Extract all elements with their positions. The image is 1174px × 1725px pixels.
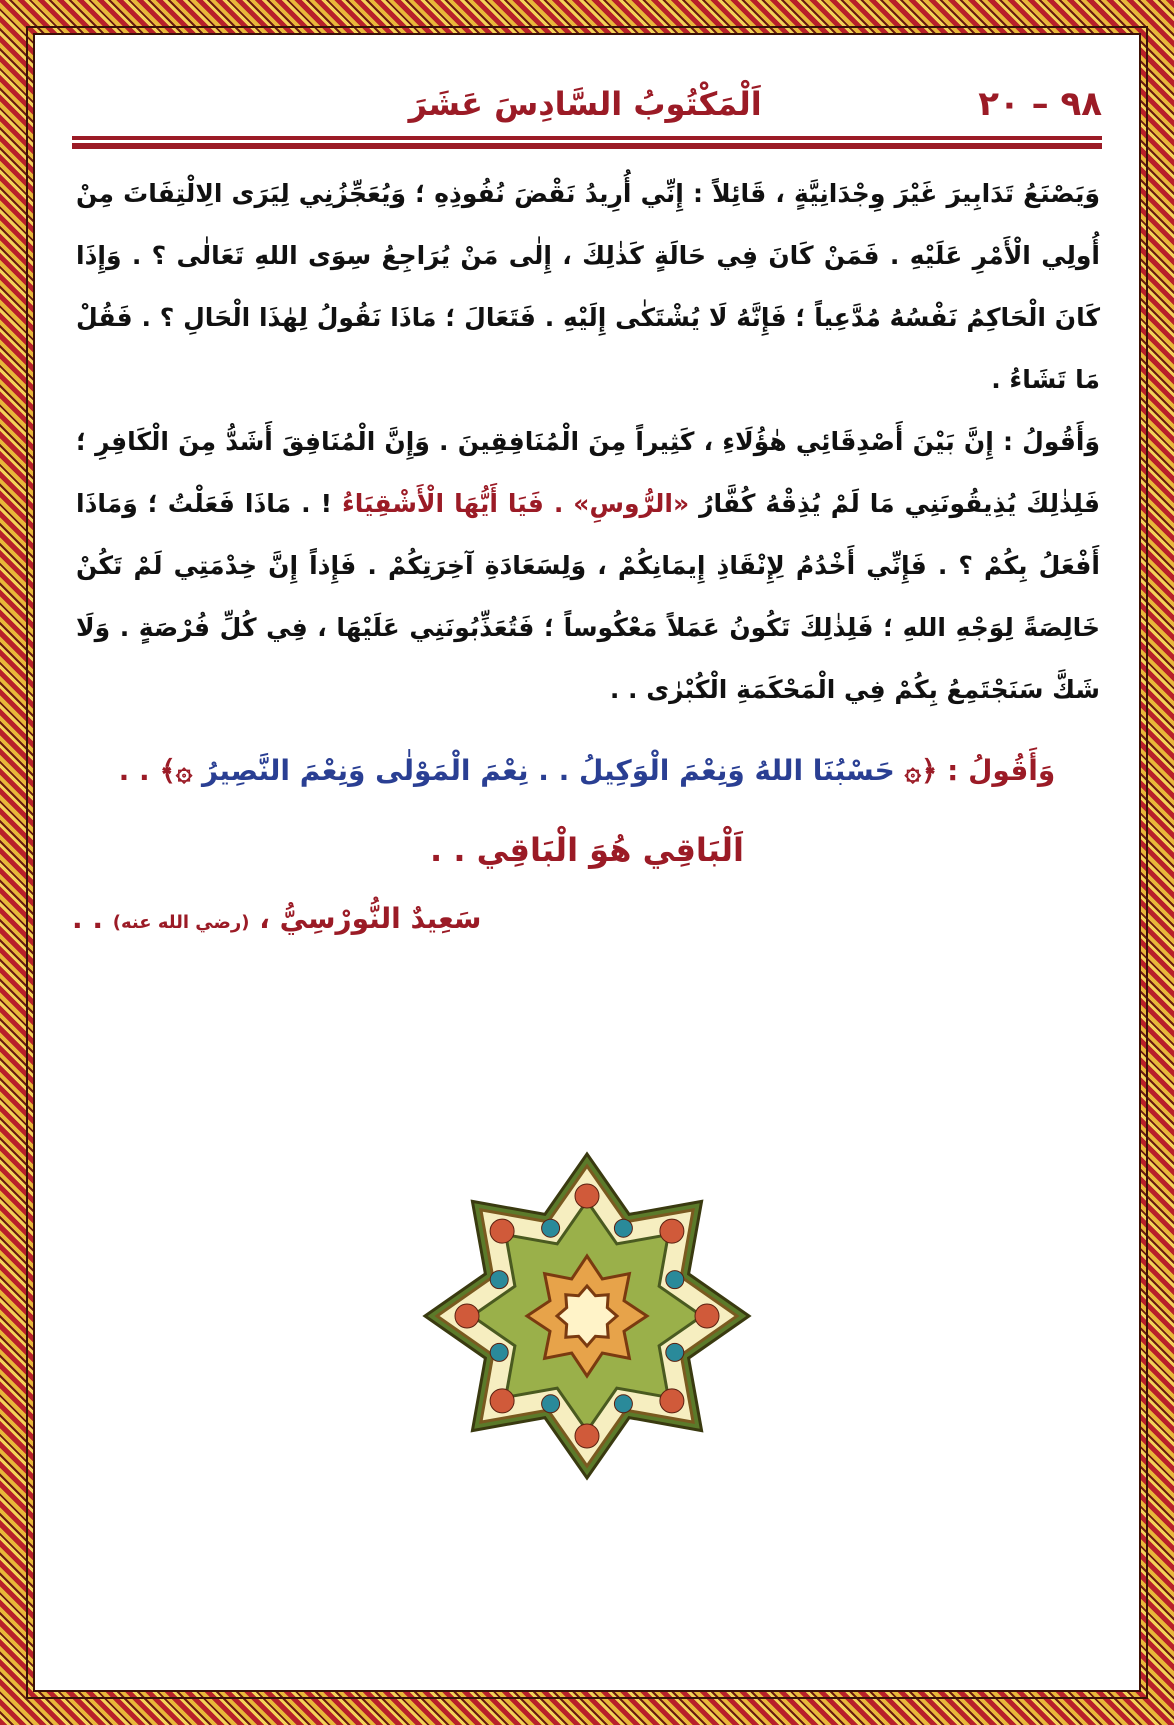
flower-motif [660, 1389, 684, 1413]
signature-name: سَعِيدٌ النُّورْسِيُّ ، [259, 902, 482, 935]
star-layer [557, 1286, 617, 1346]
flower-motif [490, 1271, 508, 1289]
page-title: اَلْمَكْتُوبُ السَّادِسَ عَشَرَ [408, 85, 762, 123]
flower-motif [575, 1424, 599, 1448]
flower-motif [575, 1184, 599, 1208]
header-rule-thick [72, 143, 1102, 149]
quote-text: حَسْبُنَا اللهُ وَنِعْمَ الْوَكِيلُ . . نِعْمَ الْمَوْلٰى وَنِعْمَ النَّصِيرُ [202, 754, 895, 787]
quran-quote [72, 747, 1102, 795]
flower-motif [666, 1343, 684, 1361]
flower-motif [455, 1304, 479, 1328]
signature-line [72, 895, 481, 947]
ornament-area [72, 947, 1102, 1685]
rosette-icon: ۞ [904, 754, 922, 787]
flower-motif [614, 1219, 632, 1237]
highlighted-text: «الرُّوسِ» . فَيَا أَيُّهَا الْأَشْقِيَاءُ [341, 489, 690, 518]
signature-trail: . . [72, 902, 104, 935]
flower-motif [490, 1389, 514, 1413]
flower-motif [542, 1395, 560, 1413]
star-ornament-icon [422, 1151, 752, 1481]
page-content [72, 84, 1102, 1685]
flower-motif [660, 1219, 684, 1243]
text: ! . مَاذَا فَعَلْتُ ؛ وَمَاذَا أَفْعَلُ بِكُمْ ؟ . فَإِنِّي أَخْدُمُ لِإِنْقَاذِ إِيمَانِكُمْ ، وَلِسَعَادَةِ آخِرَتِكُمْ . فَإِذاً إِنَّ خِدْمَتِي لَمْ تَكُنْ خَالِصَةً لِوَجْهِ اللهِ ؛ فَلِذٰلِكَ تَكُونُ عَمَلاً مَعْكُوساً ؛ فَتُعَذِّبُونَنِي عَلَيْهَا ، فِي كُلِّ فُرْصَةٍ . وَلَا شَكَّ سَنَجْتَمِعُ بِكُمْ فِي الْمَحْكَمَةِ الْكُبْرٰى . . [76, 489, 1100, 704]
flower-motif [666, 1271, 684, 1289]
honorific: (رضي الله عنه) [112, 912, 250, 933]
quote-intro: وَأَقُولُ : [947, 754, 1056, 787]
quote-trail: . . [118, 754, 150, 787]
rosette-icon: ۞ [175, 754, 193, 787]
closing-phrase: اَلْبَاقِي هُوَ الْبَاقِي . . [430, 831, 744, 869]
page-header [72, 84, 1102, 124]
flower-motif [614, 1395, 632, 1413]
quote-close-bracket: ﴾ [159, 754, 176, 787]
flower-motif [490, 1219, 514, 1243]
header-rule [72, 136, 1102, 140]
flower-motif [542, 1219, 560, 1237]
quote-open-bracket: ﴿ [921, 754, 938, 787]
flower-motif [695, 1304, 719, 1328]
paragraph [76, 411, 1100, 721]
signature [72, 895, 1102, 947]
paragraph: وَيَصْنَعُ تَدَابِيرَ غَيْرَ وِجْدَانِيَّةٍ ، قَائِلاً : إِنِّي أُرِيدُ نَقْضَ نُفُوذِهِ ؛ وَيُعَجِّزُنِي لِيَرَى الِالْتِفَاتَ مِنْ أُولِي الْأَمْرِ عَلَيْهِ . فَمَنْ كَانَ فِي حَالَةٍ كَذٰلِكَ ، إِلٰى مَنْ يُرَاجِعُ سِوَى اللهِ تَعَالٰى ؟ . وَإِذَا كَانَ الْحَاكِمُ نَفْسُهُ مُدَّعِياً ؛ فَإِنَّهُ لَا يُشْتَكٰى إِلَيْهِ . فَتَعَالَ ؛ مَاذَا نَقُولُ لِهٰذَا الْحَالِ ؟ . فَقُلْ مَا تَشَاءُ . [76, 179, 1100, 394]
body-text [72, 163, 1102, 721]
flower-motif [490, 1343, 508, 1361]
page-number: ٩٨ – ٢٠ [978, 84, 1102, 124]
text: وَأَقُولُ : إِنَّ بَيْنَ أَصْدِقَائِي هٰؤُلَاءِ ، كَثِيراً مِنَ الْمُنَافِقِينَ . وَإِنَّ الْمُنَافِقَ أَشَدُّ مِنَ الْكَافِرِ ؛ فَلِذٰلِكَ يُذِيقُونَنِي مَا لَمْ يُذِقْهُ كُفَّارُ [76, 427, 1100, 518]
